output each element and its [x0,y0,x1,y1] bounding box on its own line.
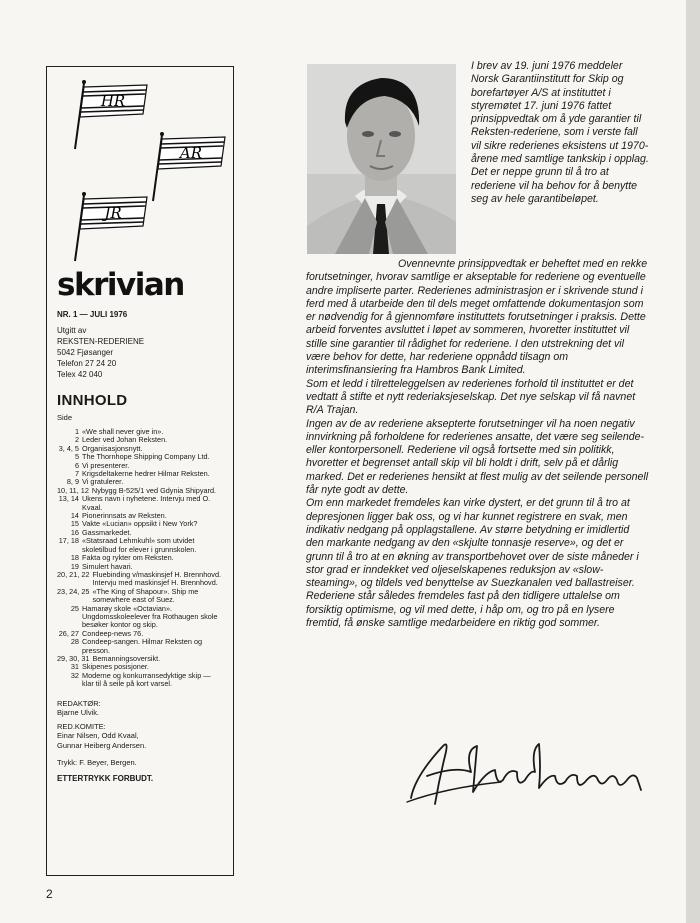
article-lead [471,60,649,206]
issue-number: NR. 1 — JULI 1976 [57,310,128,319]
flag-ar-icon [143,125,229,205]
flag-hr-letters: HR [100,92,126,110]
contents-entry-title: Nybygg B-525/1 ved Gdynia Shipyard. [91,485,217,495]
article-paragraph: Som et ledd i tilretteleggelsen av rederienes forhold til instituttet er det vedtatt å stifte et nytt rederiaksjeselskap. Det nye selskap vil få navnet R/A Trajan. [306,377,636,417]
contents-entry-page: 7 [74,469,79,479]
contents-side-label: Side [57,413,73,422]
contents-entry-page: 19 [70,561,79,571]
article-paragraph: Rederiene står således fremdeles fast på den tidligere uttalelse om forsiktig optimisme, og vil med dette, i håp om, og tro på en lysere fremtid, få ønske samtlige medarbeidere en riktig god sommer. [306,590,620,630]
publisher-info [57,325,223,380]
contents-entry [57,588,223,605]
contents-entry-title: Gassmarkedet. [82,527,132,537]
editor-label: REDAKTØR: [57,698,101,708]
contents-entry-title: Moderne og konkurransedyktige skip — klar til å seile på kort varsel. [82,670,211,689]
contents-entry-title: Fakta og rykter om Reksten. [82,553,174,563]
flag-jr-icon [65,185,151,265]
article-paragraph: Ovennevnte prinsippvedtak er beheftet med en rekke forutsetninger, hvorav samtlige er akseptable for rederiene og eventuelle andre impliserte parter. Rederienes administrasjon er i skrivende stund i ferd med å utarbeide den til dels meget omfattende dokumentasjon som er nødvendig for å gjennomføre instituttets forutsetninger i praksis. Dette arbeid forventes avsluttet i løpet av sommeren, hvoretter instituttet vil stille sine garantier til rådighet for rederiene. I den utstrekning det vil være behov for dette, har rederiene oppnådd tilsagn om interimsfinansiering fra Hambros Bank Limited. [306,258,648,377]
contents-entry-page: 3, 4, 5 [58,443,79,453]
reprint-notice: ETTERTRYKK FORBUDT. [57,773,154,783]
contents-entry [57,638,223,655]
contents-entry-page: 13, 14 [58,494,79,504]
contents-entry-title: Pionerinnsats av Reksten. [82,511,167,521]
contents-entry-title: Vi presenterer. [82,460,130,470]
contents-entry-page: 16 [70,527,79,537]
contents-entry-page: 32 [70,670,79,680]
contents-entry-title: Hamarøy skole «Octavian». Ungdomsskoleelever fra Rothaugen skole besøker kontor og skip. [82,603,218,630]
contents-entry-page: 14 [70,511,79,521]
editorial-staff [57,699,223,768]
publisher-line: Utgitt av [57,326,87,335]
committee-member: Gunnar Heiberg Andersen. [57,740,147,750]
contents-entry-title: «The King of Shapour». Ship me somewhere east of Suez. [92,586,199,605]
contents-entry-page: 23, 24, 25 [57,586,90,596]
contents-entry-page: 29, 30, 31 [57,653,90,663]
contents-entry-page: 18 [70,553,79,563]
committee-label: RED.KOMITE: [57,721,106,731]
flag-ar-letters: AR [179,144,203,162]
printer-credit: Trykk: F. Beyer, Bergen. [57,758,137,768]
flag-hr-icon [65,73,151,153]
contents-entry-page: 2 [74,435,79,445]
contents-entry-title: Bemanningsoversikt. [92,653,161,663]
contents-entry-title: Vi gratulerer. [82,477,124,487]
article-body [306,258,649,630]
contents-entry-title: Ukens navn i nyhetene. Intervju med O. Kvaal. [82,494,211,512]
contents-entry [57,571,223,588]
contents-entry-page: 25 [70,603,79,613]
magazine-title: skrivian [57,267,184,303]
contents-entry-title: The Thornhope Shipping Company Ltd. [82,452,210,462]
publisher-line: REKSTEN-REDERIENE [57,337,145,346]
company-flags [57,73,223,263]
contents-entry-title: «We shall never give in». [82,427,164,436]
contents-entry-title: Fluebinding v/maskinsjef H. Brennhovd. Intervju med maskinsjef H. Brennhovd. [92,569,222,588]
contents-entry [57,605,223,630]
contents-entry-page: 6 [74,460,79,470]
handwritten-signature [405,732,645,812]
contents-entry-page: 5 [74,452,79,462]
contents-entry-title: Leder ved Johan Reksten. [82,435,168,445]
contents-heading: INNHOLD [57,392,128,409]
contents-entry-title: Vakte «Lucian» oppsikt i New York? [82,519,198,529]
contents-entry-page: 20, 21, 22 [57,569,90,579]
contents-entry-title: Condeep-news 76. [82,628,144,638]
article-paragraph: Ingen av de av rederiene aksepterte forutsetninger vil ha noen negativ innvirkning på forholdene for rederienes ansatte, det være seg seilende- eller kontorpersonell. Rederiene vil også fortsette med sin politikk, hvoretter et begrenset antall skip vil bli holdt i drift, selv på et dårlig marked. Det er rederienes hensikt at flest mulig av det seilende personell får nyte godt av dette. [306,417,649,497]
contents-entry [57,672,223,689]
contents-entry-page: 26, 27 [58,628,79,638]
contents-entry-title: «Statsraad Lehmkuhl» som utvidet skoletilbud for elever i grunnskolen. [82,536,197,554]
editor-name: Bjarne Ulvik. [57,708,100,718]
article-paragraph: Om enn markedet fremdeles kan virke dystert, er det grunn til å tro at depresjonen ligger bak oss, og vi har kunnet registrere en svak, men indikativ nedgang på opplagstallene. Av større betydning er imidlertid den markante nedgang av den «skjulte tonnasje reserve», og det er grunn til å tro at en økning av transportbehovet over de siste måneder i stor grad er inndekket ved oljeselskapenes reduksjon av «slow-steaming», og tildels ved benyttelse av Suezkanalen ved ballastreiser. [306,497,639,590]
contents-list [57,428,223,689]
contents-entry-title: Simulert havari. [82,561,133,571]
contents-entry-page: 10, 11, 12 [57,485,89,495]
contents-entry-page: 31 [70,662,79,672]
portrait-photo [307,64,456,254]
contents-entry-page: 17, 18 [58,536,79,546]
publisher-line: Telex 42 040 [57,370,103,379]
publisher-line: Telefon 27 24 20 [57,359,117,368]
contents-entry-title: Condeep-sangen. Hilmar Reksten og presson. [82,637,203,655]
contents-entry-title: Skipenes posisjoner. [82,662,149,672]
contents-entry [57,537,223,554]
contents-entry-page: 28 [70,637,79,647]
flag-jr-letters: JR [104,204,122,222]
magazine-masthead-box [46,66,234,876]
contents-entry-page: 15 [70,519,79,529]
contents-entry-title: Krigsdeltakerne hedrer Hilmar Reksten. [82,469,210,479]
contents-entry [57,495,223,512]
contents-entry-title: Organisasjonsnytt. [82,443,143,453]
page-edge [686,0,700,923]
lead-paragraph: I brev av 19. juni 1976 meddeler Norsk Garantiinstitutt for Skip og borefartøyer A/S at instituttet i styremøtet 17. juni 1976 fattet prinsippvedtak om å yde garantier til Reksten-rederiene, som i verste fall vil sikre rederienes eksistens ut 1970-årene med samtlige tankskip i opplag. Det er neppe grunn til å tro at rederiene vil ha behov for å benytte seg av hele garantibeløpet. [471,60,649,205]
publisher-line: 5042 Fjøsanger [57,348,114,357]
page-number: 2 [46,887,53,901]
contents-entry-page: 1 [74,427,79,436]
contents-entry-page: 8, 9 [66,477,79,487]
committee-member: Einar Nilsen, Odd Kvaal, [57,731,139,741]
